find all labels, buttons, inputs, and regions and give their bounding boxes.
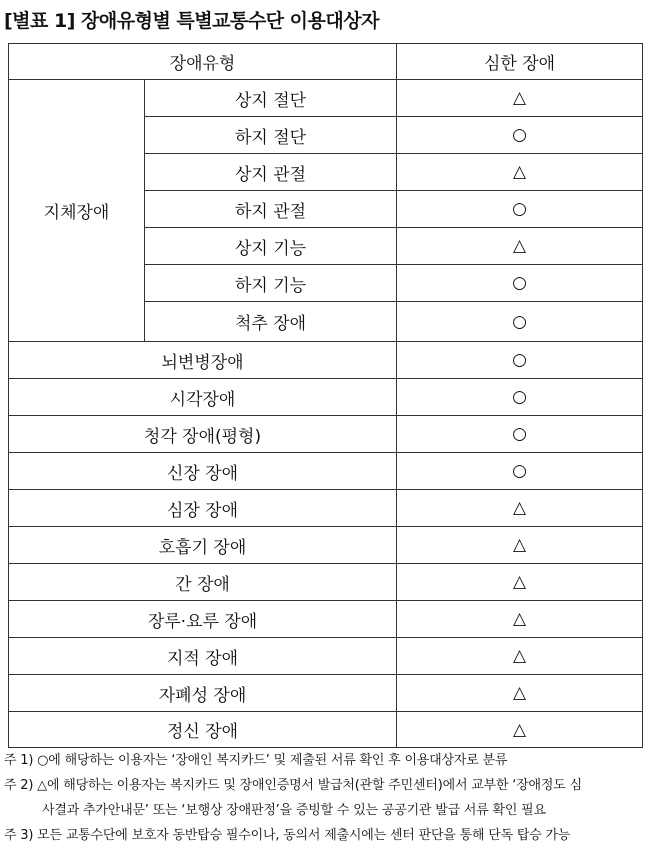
eligibility-mark: △ [397,80,643,117]
footnote-3: 주 3) 모든 교통수단에 보호자 동반탑승 필수이나, 동의서 제출시에는 센터 판단을 통해 단독 탑승 가능 [4,828,571,843]
sub-type-cell: 하지 절단 [145,117,397,154]
table-row [9,490,643,527]
disability-type-cell: 간 장애 [9,564,397,601]
eligibility-mark: △ [397,675,643,712]
disability-type-cell: 뇌변병장애 [9,342,397,379]
eligibility-mark: △ [397,564,643,601]
sub-type-cell: 상지 관절 [145,154,397,191]
eligibility-mark: ○ [397,379,643,416]
footnote-1: 주 1) ○에 해당하는 이용자는 ‘장애인 복지카드’ 및 제출된 서류 확인 후 이용대상자로 분류 [4,753,508,768]
eligibility-mark: ○ [397,416,643,453]
table-row [9,342,643,379]
table-header-row [9,44,643,80]
disability-type-cell: 심장 장애 [9,490,397,527]
table-row [9,638,643,675]
disability-type-cell: 신장 장애 [9,453,397,490]
sub-type-cell: 상지 절단 [145,80,397,117]
footnotes [4,748,649,848]
disability-type-cell: 시각장애 [9,379,397,416]
eligibility-mark: △ [397,601,643,638]
table-row [9,379,643,416]
sub-type-cell: 하지 기능 [145,265,397,302]
table-row [9,453,643,490]
disability-type-cell: 호흡기 장애 [9,527,397,564]
eligibility-mark: △ [397,527,643,564]
eligibility-mark: △ [397,154,643,191]
disability-type-cell: 자폐성 장애 [9,675,397,712]
sub-type-cell: 척추 장애 [145,302,397,342]
sub-type-cell: 하지 관절 [145,191,397,228]
table-row [9,675,643,712]
eligibility-mark: ○ [397,265,643,302]
eligibility-mark: ○ [397,453,643,490]
eligibility-mark: △ [397,638,643,675]
disability-type-cell: 정신 장애 [9,712,397,748]
sub-type-cell: 상지 기능 [145,228,397,265]
eligibility-table [8,43,643,748]
table-row [9,80,643,117]
eligibility-mark: ○ [397,302,643,342]
disability-type-cell: 청각 장애(평형) [9,416,397,453]
header-disability-type: 장애유형 [9,44,397,80]
footnote-2-line-1: 주 2) △에 해당하는 이용자는 복지카드 및 장애인증명서 발급처(관할 주민센터)에서 교부한 ‘장애정도 심 [4,778,582,793]
table-row [9,416,643,453]
footnote-2 [4,773,649,823]
eligibility-mark: ○ [397,342,643,379]
group-label-physical: 지체장애 [9,80,145,342]
disability-type-cell: 장루·요루 장애 [9,601,397,638]
eligibility-mark: △ [397,490,643,527]
table-row [9,712,643,748]
table-row [9,564,643,601]
disability-type-cell: 지적 장애 [9,638,397,675]
table-row [9,601,643,638]
page-title: [별표 1] 장애유형별 특별교통수단 이용대상자 [4,10,379,32]
eligibility-mark: △ [397,228,643,265]
footnote-2-line-2: 사결과 추가안내문’ 또는 ‘보행상 장애판정’을 증빙할 수 있는 공공기관 발급 서류 확인 필요 [42,803,546,818]
table-row [9,527,643,564]
eligibility-mark: ○ [397,191,643,228]
eligibility-mark: ○ [397,117,643,154]
eligibility-mark: △ [397,712,643,748]
header-severe-disability: 심한 장애 [397,44,643,80]
